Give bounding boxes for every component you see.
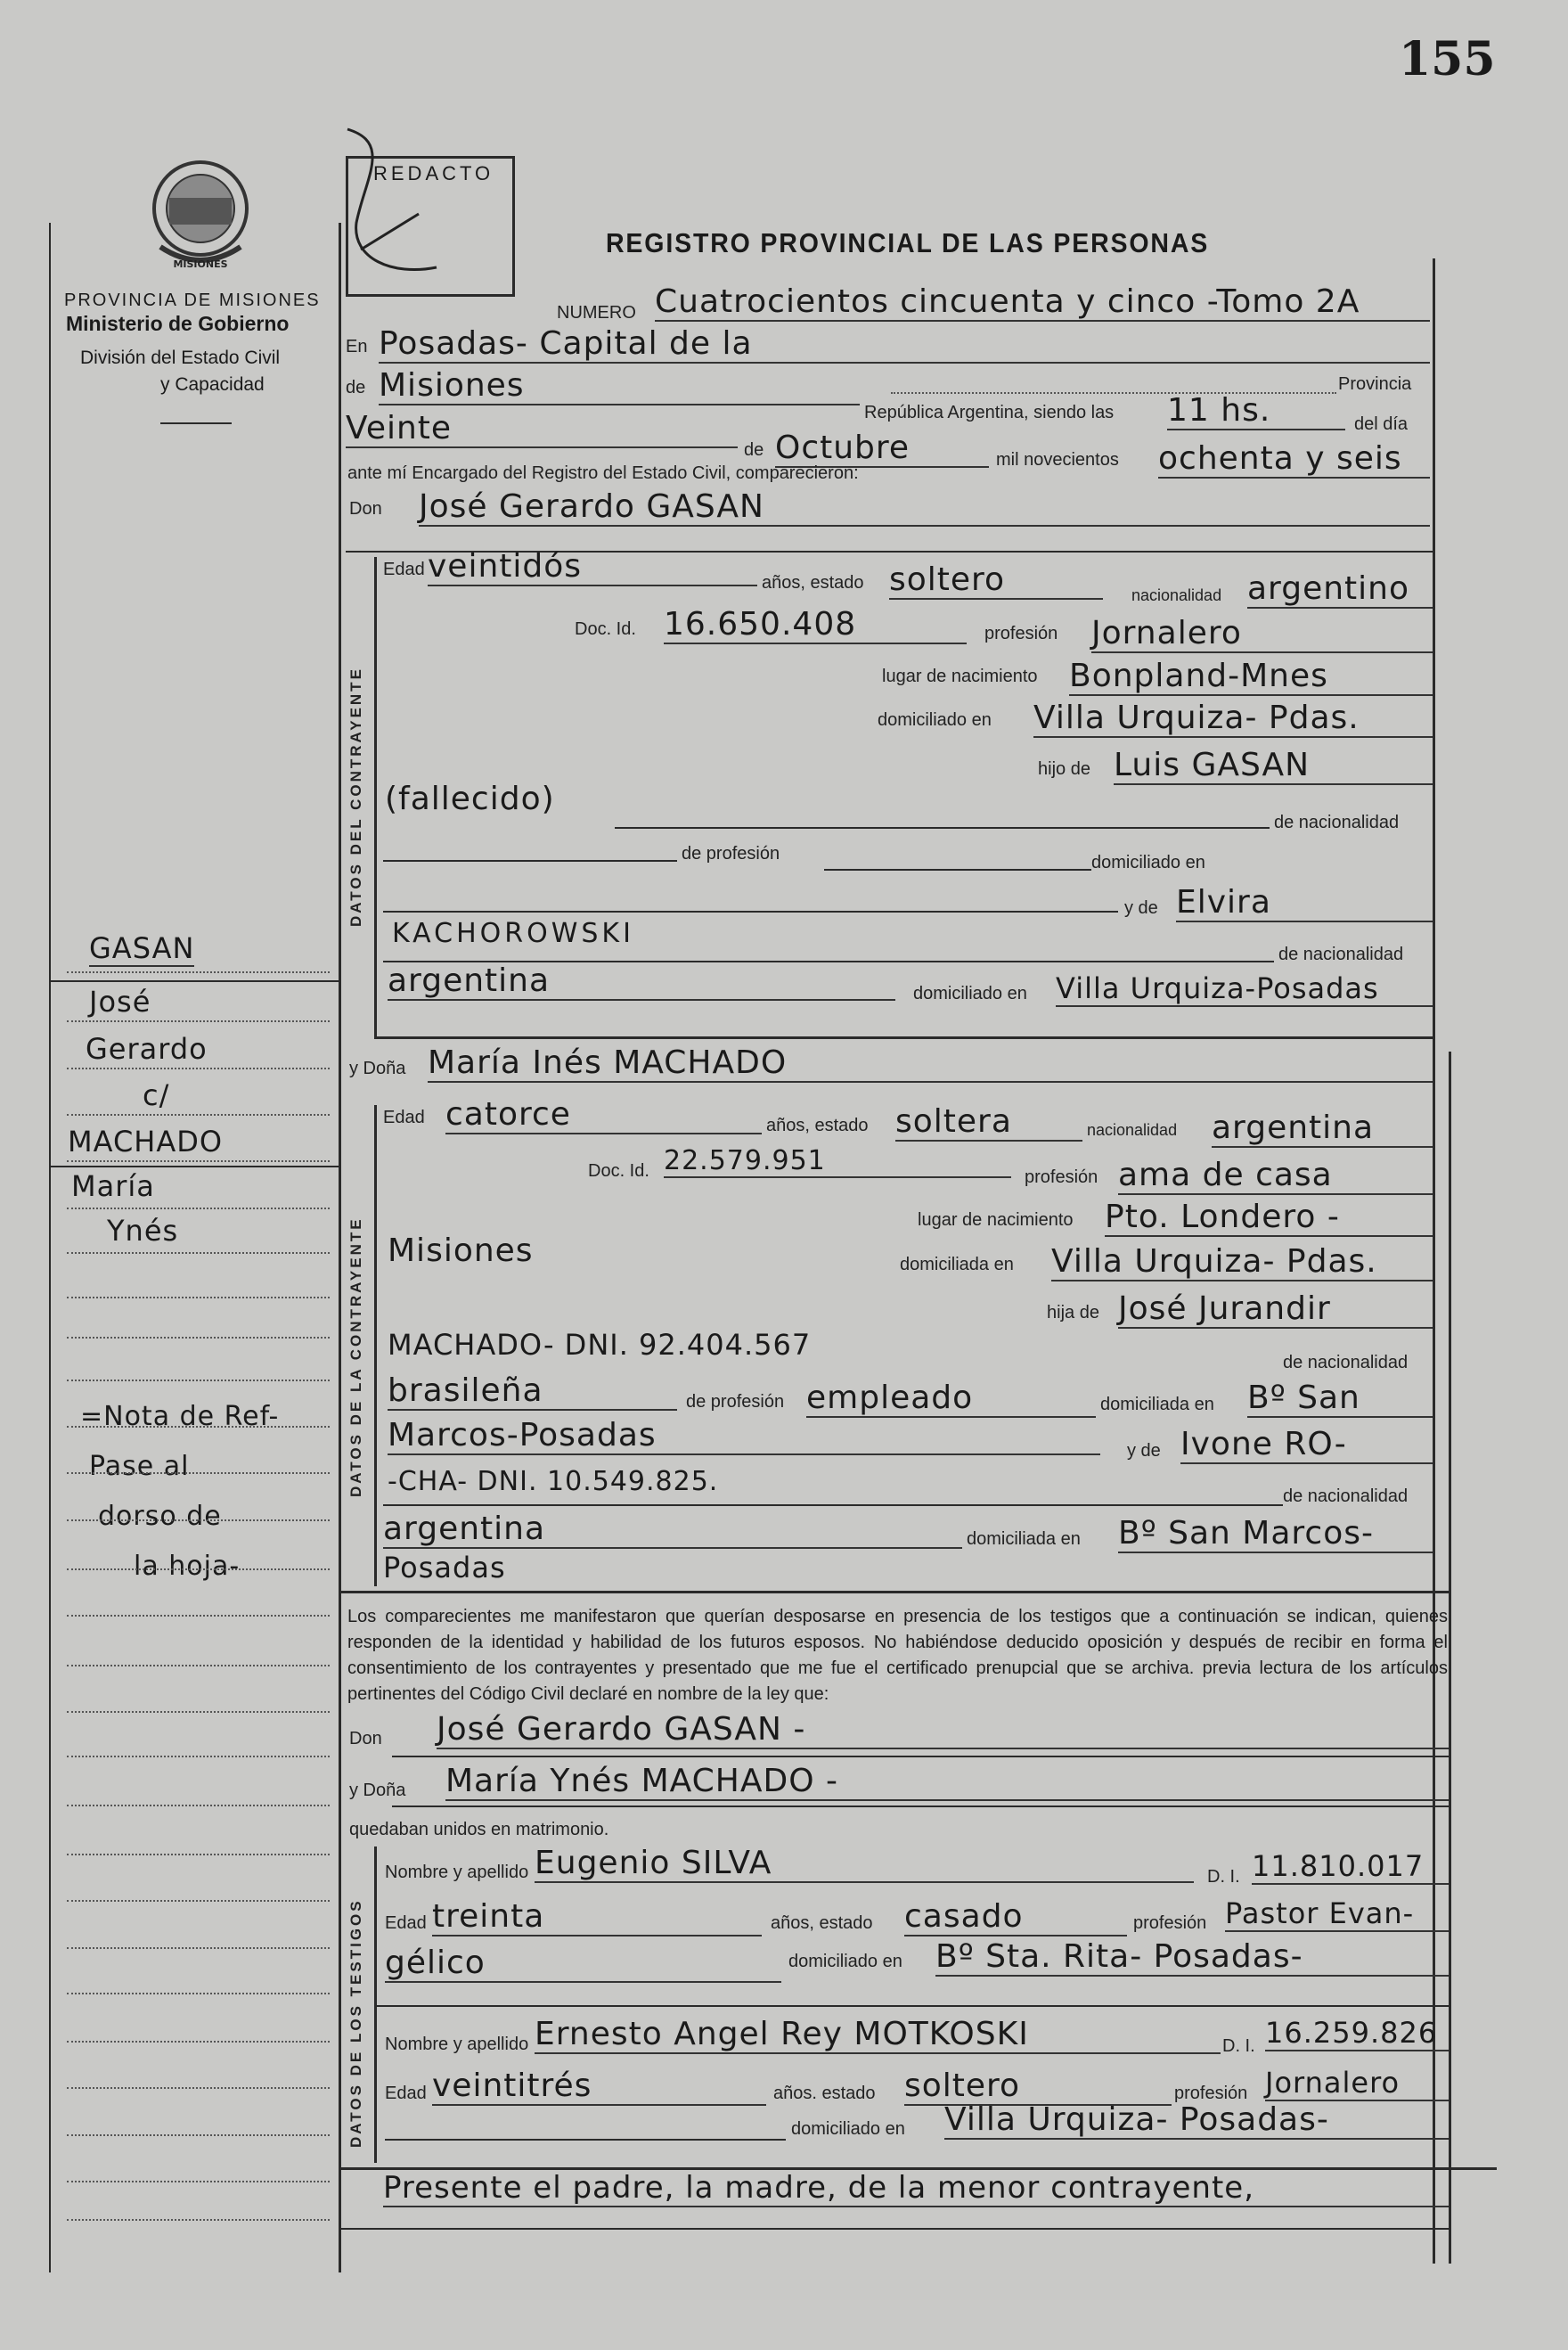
di-label-t1: D. I. — [1207, 1867, 1240, 1887]
margin-name-7: Ynés — [107, 1214, 179, 1248]
testigo-2-edad: veintitrés — [432, 2068, 766, 2106]
nacionalidad-f-value: argentina — [1212, 1109, 1433, 1148]
lugar-nac-label-f: lugar de nacimiento — [918, 1210, 1074, 1230]
domiciliada-label-2: domiciliada en — [1100, 1395, 1214, 1414]
de-month-label: de — [744, 440, 764, 460]
nacionalidad-label-f: nacionalidad — [1087, 1121, 1178, 1139]
lugar-value: Posadas- Capital de la — [379, 325, 1430, 364]
profesion-label: profesión — [984, 624, 1058, 643]
padre-nota: (fallecido) — [385, 781, 555, 817]
page-number: 155 — [1399, 32, 1496, 86]
page-title: REGISTRO PROVINCIAL DE LAS PERSONAS — [606, 227, 1210, 258]
margin-name-5: MACHADO — [68, 1125, 224, 1159]
padre-value: Luis GASAN — [1114, 747, 1433, 785]
padre-f-nacionalidad: brasileña — [388, 1372, 677, 1411]
margin-note-4: la hoja- — [134, 1551, 241, 1582]
lugar-f-1-value: Pto. Londero - — [1105, 1199, 1433, 1237]
margin-rule — [67, 971, 330, 973]
profesion-label-f: profesión — [1025, 1167, 1098, 1187]
box-left-f — [374, 1105, 377, 1586]
testigo-1-estado: casado — [904, 1898, 1127, 1936]
domiciliada-label: domiciliada en — [900, 1255, 1014, 1274]
testigo-2-di: 16.259.826 — [1265, 2016, 1449, 2051]
provincial-seal — [143, 153, 258, 278]
margin-rule — [67, 1297, 330, 1298]
margin-rule — [67, 1665, 330, 1666]
madre-f-nacionalidad: argentina — [383, 1511, 962, 1549]
profesion-value: Jornalero — [1091, 615, 1433, 653]
mes-value: Octubre — [775, 430, 989, 468]
y-dona-label: y Doña — [349, 1059, 406, 1078]
padre-f-profesion: empleado — [806, 1380, 1096, 1418]
padre-f-2-value: MACHADO- DNI. 92.404.567 — [388, 1328, 812, 1362]
box-bottom-m — [374, 1036, 1433, 1039]
anos-estado-label-f: años, estado — [766, 1116, 869, 1135]
margin-rule — [67, 2219, 330, 2221]
margin-rule — [67, 1947, 330, 1949]
de-nacionalidad-label-f2: de nacionalidad — [1283, 1486, 1409, 1506]
testigo-2-domicilio: Villa Urquiza- Posadas- — [944, 2101, 1449, 2140]
contrayente-f-nombre: María Inés MACHADO — [428, 1044, 1433, 1083]
di-label-t2: D. I. — [1222, 2036, 1255, 2056]
province-label: PROVINCIA DE MISIONES — [64, 291, 321, 310]
doc-label-f: Doc. Id. — [588, 1161, 649, 1181]
domiciliado-label-3: domiciliado en — [913, 984, 1027, 1003]
margin-rule — [67, 2134, 330, 2136]
datos-testigos-label: DATOS DE LOS TESTIGOS — [347, 1898, 364, 2148]
margin-name-1: GASAN — [89, 931, 195, 965]
margin-rule — [67, 1160, 330, 1162]
edad-value: veintidós — [428, 548, 757, 586]
margin-rule — [67, 1068, 330, 1069]
madre-nacionalidad-value: argentina — [388, 962, 895, 1001]
frame-right-inner — [1449, 1052, 1451, 2264]
madre-1-value: Elvira — [1176, 884, 1433, 922]
division-label-1: División del Estado Civil — [80, 348, 281, 368]
margin-note-2: Pase al — [89, 1451, 190, 1482]
anio-value: ochenta y seis — [1158, 440, 1430, 479]
y-de-label: y de — [1124, 898, 1158, 918]
edad-label-f: Edad — [383, 1108, 425, 1127]
madre-f-1-value: Ivone RO- — [1180, 1426, 1433, 1464]
margin-rule — [67, 1615, 330, 1617]
y-dona-label-2: y Doña — [349, 1781, 406, 1800]
testigo-1-domicilio: Bº Sta. Rita- Posadas- — [935, 1938, 1449, 1977]
domiciliado-label-t2: domiciliado en — [791, 2119, 905, 2139]
seal-text: MISIONES — [173, 258, 228, 270]
margin-rule — [67, 1519, 330, 1521]
domicilio-value: Villa Urquiza- Pdas. — [1033, 700, 1433, 738]
testigos-divider — [374, 2005, 1449, 2007]
provincia-label: Provincia — [1338, 374, 1412, 394]
testigo-1-di: 11.810.017 — [1252, 1849, 1449, 1885]
mil-label: mil novecientos — [996, 450, 1119, 470]
margin-name-2: José — [89, 985, 151, 1019]
margin-rule — [67, 1252, 330, 1254]
de-nacionalidad-label-2: de nacionalidad — [1278, 945, 1404, 964]
profesion-label-t1: profesión — [1133, 1913, 1207, 1933]
margin-name-3: Gerardo — [86, 1032, 208, 1066]
madre-f-domicilio-1: Bº San Marcos- — [1118, 1515, 1433, 1553]
doc-value: 16.650.408 — [664, 606, 967, 644]
anos-estado-label-t1: años, estado — [771, 1913, 873, 1933]
margin-name-6: María — [71, 1169, 155, 1203]
ante-label: ante mí Encargado del Registro del Estado Civil, comparecieron: — [347, 463, 859, 483]
de-profesion-label-f: de profesión — [686, 1392, 785, 1412]
margin-rule — [67, 2087, 330, 2089]
en-label: En — [346, 337, 368, 356]
de-profesion-label: de profesión — [682, 844, 780, 864]
margin-rule — [67, 1900, 330, 1902]
profesion-label-t2: profesión — [1174, 2084, 1248, 2103]
provincia-value: Misiones — [379, 367, 860, 405]
margin-rule — [67, 1711, 330, 1713]
estado-f-value: soltera — [895, 1103, 1082, 1142]
margin-rule — [67, 1426, 330, 1428]
margin-note-1: =Nota de Ref- — [80, 1401, 280, 1432]
edad-label: Edad — [383, 560, 425, 579]
profesion-f-value: ama de casa — [1118, 1157, 1433, 1195]
de-nacionalidad-label: de nacionalidad — [1274, 813, 1400, 832]
margin-rule — [67, 1337, 330, 1339]
edad-f-value: catorce — [445, 1096, 762, 1134]
don-label: Don — [349, 499, 382, 519]
del-dia-label: del día — [1354, 414, 1409, 434]
domiciliada-label-3: domiciliada en — [967, 1529, 1081, 1549]
margin-rule — [67, 1854, 330, 1855]
margin-rule — [67, 1114, 330, 1116]
domiciliado-label-2: domiciliado en — [1091, 853, 1205, 872]
box-bottom-f — [339, 1591, 1449, 1593]
declaracion-dona: María Ynés MACHADO - — [445, 1763, 1449, 1801]
margin-rule — [67, 1756, 330, 1757]
don-label-2: Don — [349, 1729, 382, 1748]
redacto-label: REDACTO — [373, 162, 494, 184]
stamp-scribble — [339, 125, 463, 294]
hijo-de-label: hijo de — [1038, 759, 1090, 779]
dia-value: Veinte — [346, 410, 738, 448]
de-label: de — [346, 378, 366, 397]
nacionalidad-label: nacionalidad — [1131, 586, 1222, 604]
margin-rule — [67, 1568, 330, 1570]
edad-label-t2: Edad — [385, 2084, 427, 2103]
margin-rule — [67, 1208, 330, 1209]
margin-line — [49, 980, 339, 982]
doc-label: Doc. Id. — [575, 619, 636, 639]
madre-2-value: KACHOROWSKI — [392, 918, 634, 949]
domiciliado-label: domiciliado en — [878, 710, 992, 730]
box-left-m — [374, 557, 377, 1038]
divider — [160, 422, 232, 424]
domiciliado-label-t1: domiciliado en — [788, 1952, 902, 1971]
frame-left-margin — [49, 223, 51, 2272]
testigo-1-edad: treinta — [432, 1898, 762, 1936]
padre-f-domicilio-2: Marcos-Posadas — [388, 1417, 1100, 1455]
testigo-1-profesion-2: gélico — [385, 1945, 781, 1983]
estado-value: soltero — [889, 561, 1103, 600]
margin-rule — [67, 1380, 330, 1381]
margin-rule — [67, 1472, 330, 1474]
margin-rule — [67, 1020, 330, 1022]
numero-value: Cuatrocientos cincuenta y cinco -Tomo 2A — [655, 283, 1430, 322]
hija-de-label: hija de — [1047, 1303, 1099, 1322]
testigo-1-nombre: Eugenio SILVA — [535, 1845, 1194, 1883]
y-de-label-f: y de — [1127, 1441, 1161, 1461]
madre-f-2-value: -CHA- DNI. 10.549.825. — [388, 1466, 719, 1497]
body-paragraph: Los comparecientes me manifestaron que querían desposarse en presencia de los testigos que a continuación se indican, quienes responden de la identidad y habilidad de los futuros esposos. No habiéndose deducido oposición y después de recibir en forma el consentimiento de los contrayentes y presentado que me fue el certificado prenupcial que se archiva. previa lectura de los artículos pertinentes del Código Civil declaré en nombre de la ley que: — [347, 1607, 1448, 1704]
doc-f-value: 22.579.951 — [664, 1145, 1011, 1178]
margin-line — [49, 1166, 339, 1167]
padre-f-1-value: José Jurandir — [1118, 1290, 1433, 1329]
madre-f-domicilio-2: Posadas — [383, 1551, 506, 1584]
margin-rule — [67, 1805, 330, 1806]
lugar-nac-label: lugar de nacimiento — [882, 667, 1038, 686]
margin-rule — [67, 2041, 330, 2043]
lugar-f-2-value: Misiones — [388, 1232, 534, 1269]
datos-contrayente-label: DATOS DEL CONTRAYENTE — [347, 667, 364, 927]
division-label-2: y Capacidad — [160, 374, 265, 395]
margin-rule — [67, 2181, 330, 2182]
anos-estado-label-t2: años. estado — [773, 2084, 876, 2103]
republica-label: República Argentina, siendo las — [864, 403, 1115, 422]
quedaban-label: quedaban unidos en matrimonio. — [349, 1820, 609, 1839]
datos-contrayente-f-label: DATOS DE LA CONTRAYENTE — [347, 1216, 364, 1497]
frame-left — [339, 223, 341, 2272]
declaracion-don: José Gerardo GASAN - — [437, 1711, 1449, 1749]
testigo-1-profesion-1: Pastor Evan- — [1225, 1896, 1449, 1932]
ministry-label: Ministerio de Gobierno — [66, 312, 290, 335]
hora-value: 11 hs. — [1167, 392, 1345, 430]
contrayente-nombre: José Gerardo GASAN — [419, 488, 1430, 527]
margin-note-3: dorso de — [98, 1501, 222, 1532]
lugar-nac-value: Bonpland-Mnes — [1069, 658, 1433, 696]
margin-rule — [67, 1993, 330, 1994]
edad-label-t1: Edad — [385, 1913, 427, 1933]
numero-label: NUMERO — [557, 303, 636, 323]
de-nacionalidad-label-f: de nacionalidad — [1283, 1353, 1409, 1372]
testigo-2-estado: soltero — [904, 2068, 1172, 2106]
padre-f-domicilio-1: Bº San — [1247, 1380, 1433, 1418]
domicilio-f-value: Villa Urquiza- Pdas. — [1051, 1243, 1433, 1281]
testigo-2-profesion: Jornalero — [1265, 2066, 1449, 2101]
testigo-2-nombre: Ernesto Angel Rey MOTKOSKI — [535, 2016, 1221, 2054]
nota-final: Presente el padre, la madre, de la menor contrayente, — [383, 2170, 1449, 2207]
anos-estado-label: años, estado — [762, 573, 864, 593]
madre-domicilio-value: Villa Urquiza-Posadas — [1056, 971, 1433, 1007]
margin-name-4: c/ — [143, 1078, 170, 1112]
nombre-label-t1: Nombre y apellido — [385, 1863, 529, 1882]
nacionalidad-value: argentino — [1247, 570, 1433, 609]
nombre-label-t2: Nombre y apellido — [385, 2035, 529, 2054]
